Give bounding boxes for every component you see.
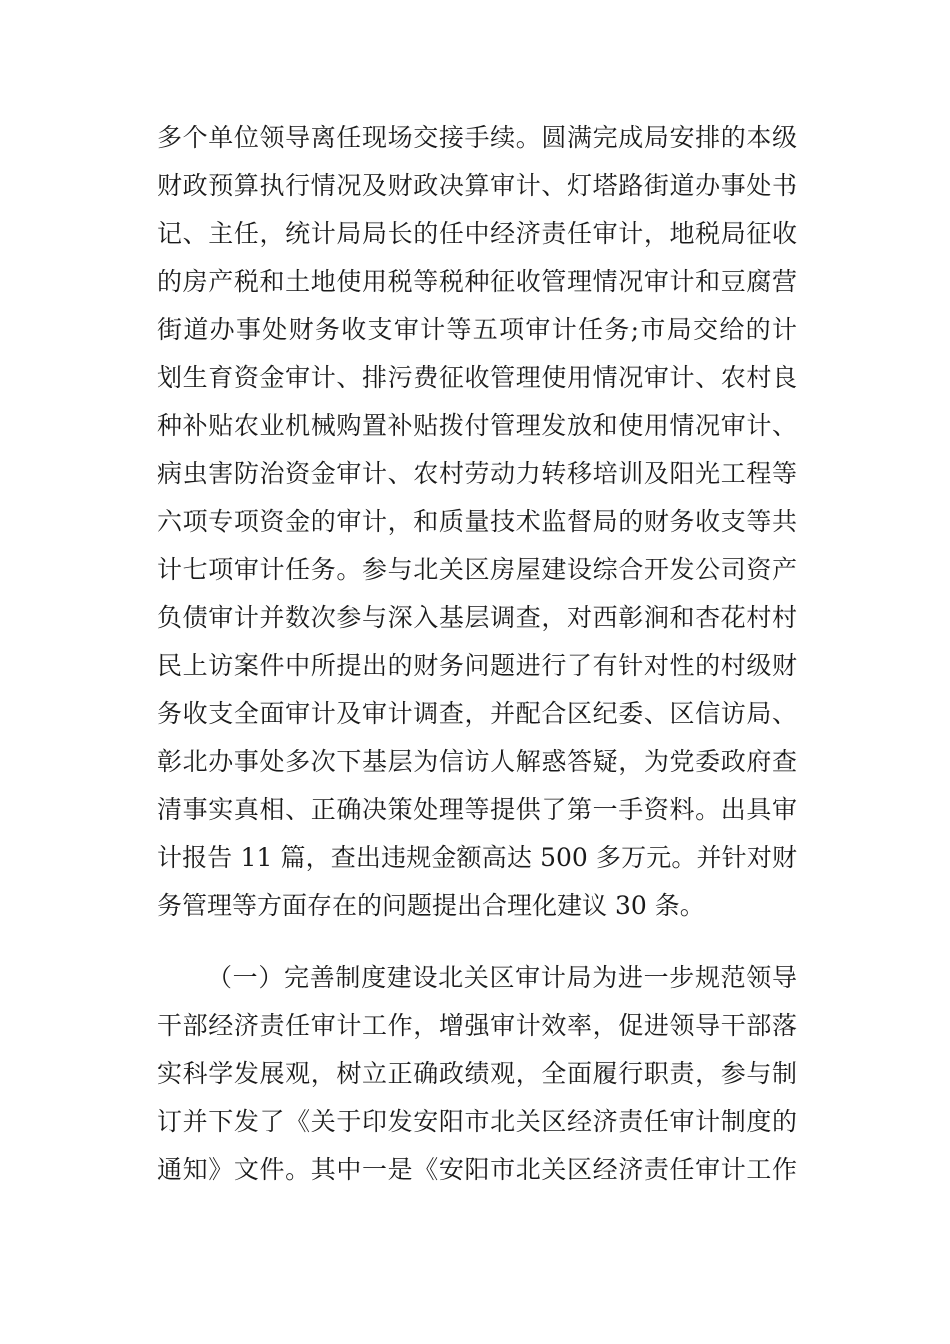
paragraph-line: 六项专项资金的审计，和质量技术监督局的财务收支等共 [157, 507, 797, 536]
paragraph-line: （一）完善制度建设北关区审计局为进一步规范领导 [207, 963, 797, 992]
paragraph-line: 彰北办事处多次下基层为信访人解惑答疑，为党委政府查 [157, 747, 797, 776]
paragraph-line: 负债审计并数次参与深入基层调查，对西彰涧和杏花村村 [157, 603, 797, 632]
paragraph-line: 实科学发展观，树立正确政绩观，全面履行职责，参与制 [157, 1059, 797, 1088]
paragraph-line: 务管理等方面存在的问题提出合理化建议 30 条。 [157, 891, 705, 920]
paragraph-line: 种补贴农业机械购置补贴拨付管理发放和使用情况审计、 [157, 411, 797, 440]
paragraph-line: 订并下发了《关于印发安阳市北关区经济责任审计制度的 [157, 1107, 797, 1136]
paragraph-line: 财政预算执行情况及财政决算审计、灯塔路街道办事处书 [157, 171, 797, 200]
paragraph-line: 通知》文件。其中一是《安阳市北关区经济责任审计工作 [157, 1155, 797, 1184]
paragraph-system-building [157, 954, 797, 1194]
paragraph-line: 病虫害防治资金审计、农村劳动力转移培训及阳光工程等 [157, 459, 797, 488]
paragraph-line: 计报告 11 篇，查出违规金额高达 500 多万元。并针对财 [157, 843, 797, 872]
paragraph-line: 多个单位领导离任现场交接手续。圆满完成局安排的本级 [157, 123, 797, 152]
paragraph-line: 计七项审计任务。参与北关区房屋建设综合开发公司资产 [157, 555, 797, 584]
paragraph-line: 的房产税和土地使用税等税种征收管理情况审计和豆腐营 [157, 267, 797, 296]
paragraph-line: 街道办事处财务收支审计等五项审计任务;市局交给的计 [157, 315, 797, 344]
paragraph-audit-tasks [157, 114, 797, 930]
paragraph-line: 划生育资金审计、排污费征收管理使用情况审计、农村良 [157, 363, 797, 392]
paragraph-line: 清事实真相、正确决策处理等提供了第一手资料。出具审 [157, 795, 797, 824]
paragraph-line: 记、主任，统计局局长的任中经济责任审计，地税局征收 [157, 219, 797, 248]
paragraph-line: 务收支全面审计及审计调查，并配合区纪委、区信访局、 [157, 699, 797, 728]
paragraph-line: 民上访案件中所提出的财务问题进行了有针对性的村级财 [157, 651, 797, 680]
paragraph-line: 干部经济责任审计工作，增强审计效率，促进领导干部落 [157, 1011, 797, 1040]
